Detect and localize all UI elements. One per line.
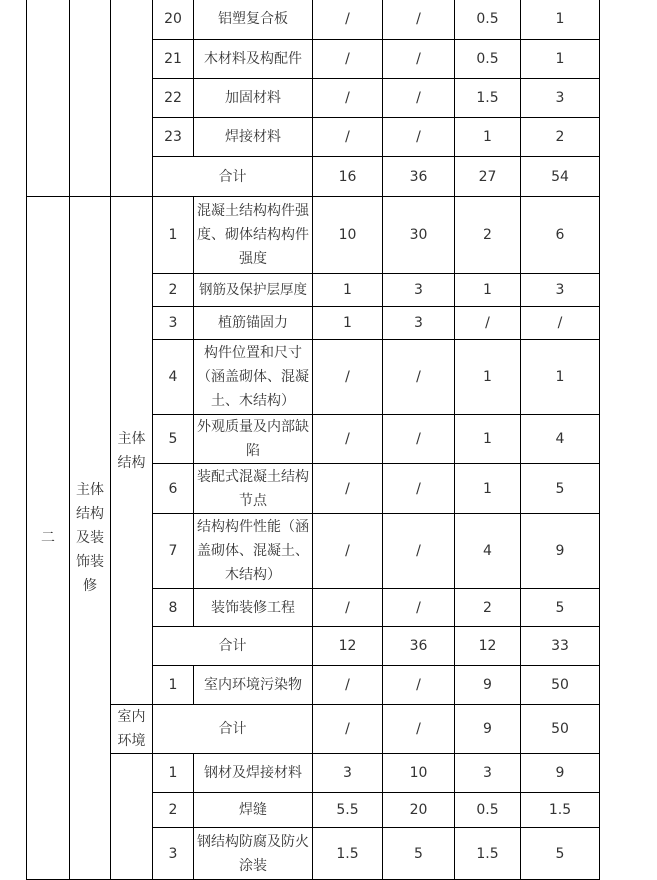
row-item: 焊接材料 xyxy=(194,118,313,157)
row-number: 20 xyxy=(153,0,194,40)
row-item: 装配式混凝土结构节点 xyxy=(194,464,313,514)
row-item: 钢材及焊接材料 xyxy=(194,754,313,793)
row-value-1: 1 xyxy=(313,274,383,307)
row-value-4: 3 xyxy=(521,274,600,307)
subtotal-value-4: 33 xyxy=(521,627,600,666)
row-value-1: / xyxy=(313,514,383,589)
subtotal-value-3: 27 xyxy=(455,157,521,197)
row-number: 22 xyxy=(153,79,194,118)
row-number: 8 xyxy=(153,589,194,627)
row-value-1: / xyxy=(313,340,383,415)
row-value-2: / xyxy=(383,118,455,157)
row-value-3: 0.5 xyxy=(455,793,521,828)
row-value-1: / xyxy=(313,464,383,514)
row-value-2: / xyxy=(383,415,455,464)
row-value-2: / xyxy=(383,666,455,705)
row-item: 混凝土结构构件强度、砌体结构构件强度 xyxy=(194,197,313,274)
row-value-2: / xyxy=(383,0,455,40)
row-value-1: 1.5 xyxy=(313,828,383,880)
inspection-table xyxy=(26,0,600,880)
row-value-1: 5.5 xyxy=(313,793,383,828)
row-value-1: / xyxy=(313,40,383,79)
row-value-1: 3 xyxy=(313,754,383,793)
row-number: 6 xyxy=(153,464,194,514)
row-item: 构件位置和尺寸（涵盖砌体、混凝土、木结构） xyxy=(194,340,313,415)
row-item: 结构构件性能（涵盖砌体、混凝土、木结构） xyxy=(194,514,313,589)
row-number: 4 xyxy=(153,340,194,415)
row-value-1: / xyxy=(313,589,383,627)
row-number: 1 xyxy=(153,754,194,793)
row-value-3: 1 xyxy=(455,340,521,415)
subtotal-value-2: / xyxy=(383,705,455,754)
row-value-4: 1 xyxy=(521,0,600,40)
subtotal-value-1: 16 xyxy=(313,157,383,197)
subtotal-value-2: 36 xyxy=(383,157,455,197)
row-value-3: 1 xyxy=(455,464,521,514)
subtotal-value-3: 12 xyxy=(455,627,521,666)
row-value-1: / xyxy=(313,415,383,464)
row-value-4: / xyxy=(521,307,600,340)
row-number: 2 xyxy=(153,274,194,307)
subtotal-label: 合计 xyxy=(153,627,313,666)
row-value-3: 3 xyxy=(455,754,521,793)
row-item: 钢结构防腐及防火涂装 xyxy=(194,828,313,880)
row-item: 装饰装修工程 xyxy=(194,589,313,627)
indoor-environment-label: 室内环境 xyxy=(111,705,153,754)
row-value-4: 1 xyxy=(521,40,600,79)
row-number: 5 xyxy=(153,415,194,464)
section-one-index-cell xyxy=(27,0,70,197)
row-value-2: 5 xyxy=(383,828,455,880)
row-value-2: / xyxy=(383,589,455,627)
row-item: 焊缝 xyxy=(194,793,313,828)
row-value-4: 5 xyxy=(521,828,600,880)
row-value-2: / xyxy=(383,340,455,415)
row-number: 3 xyxy=(153,307,194,340)
table-row xyxy=(27,0,600,40)
main-structure-label: 主体结构 xyxy=(111,197,153,705)
subtotal-label: 合计 xyxy=(153,705,313,754)
row-value-3: 1.5 xyxy=(455,79,521,118)
row-value-2: / xyxy=(383,464,455,514)
row-value-3: 0.5 xyxy=(455,40,521,79)
row-value-3: 2 xyxy=(455,589,521,627)
row-number: 21 xyxy=(153,40,194,79)
row-value-4: 6 xyxy=(521,197,600,274)
subtotal-row xyxy=(27,705,600,754)
row-value-4: 5 xyxy=(521,589,600,627)
row-value-3: 4 xyxy=(455,514,521,589)
row-value-4: 9 xyxy=(521,514,600,589)
subtotal-value-1: 12 xyxy=(313,627,383,666)
row-value-4: 3 xyxy=(521,79,600,118)
row-number: 23 xyxy=(153,118,194,157)
row-value-3: 9 xyxy=(455,666,521,705)
row-value-4: 5 xyxy=(521,464,600,514)
row-value-4: 50 xyxy=(521,666,600,705)
row-item: 木材料及构配件 xyxy=(194,40,313,79)
subtotal-value-3: 9 xyxy=(455,705,521,754)
row-number: 1 xyxy=(153,666,194,705)
row-value-1: / xyxy=(313,666,383,705)
section-one-subcategory-cell xyxy=(111,0,153,197)
row-value-3: 0.5 xyxy=(455,0,521,40)
row-value-4: 2 xyxy=(521,118,600,157)
row-value-1: 1 xyxy=(313,307,383,340)
subtotal-label: 合计 xyxy=(153,157,313,197)
row-value-1: / xyxy=(313,118,383,157)
row-value-3: 1 xyxy=(455,118,521,157)
row-item: 钢筋及保护层厚度 xyxy=(194,274,313,307)
row-value-2: 3 xyxy=(383,274,455,307)
row-value-3: 1 xyxy=(455,415,521,464)
row-value-3: 1 xyxy=(455,274,521,307)
row-value-4: 9 xyxy=(521,754,600,793)
section-one-category-cell xyxy=(70,0,111,197)
row-item: 室内环境污染物 xyxy=(194,666,313,705)
row-value-2: 20 xyxy=(383,793,455,828)
steel-structure-label-cell xyxy=(111,754,153,880)
section-two-index: 二 xyxy=(27,197,70,880)
row-value-2: 3 xyxy=(383,307,455,340)
row-item: 外观质量及内部缺陷 xyxy=(194,415,313,464)
row-item: 植筋锚固力 xyxy=(194,307,313,340)
row-number: 2 xyxy=(153,793,194,828)
row-value-3: / xyxy=(455,307,521,340)
table-row xyxy=(27,754,600,793)
row-value-2: 10 xyxy=(383,754,455,793)
subtotal-value-4: 54 xyxy=(521,157,600,197)
row-value-1: 10 xyxy=(313,197,383,274)
subtotal-value-4: 50 xyxy=(521,705,600,754)
row-value-3: 2 xyxy=(455,197,521,274)
section-two-category: 主体结构及装饰装修 xyxy=(70,197,111,880)
row-value-1: / xyxy=(313,79,383,118)
row-value-4: 4 xyxy=(521,415,600,464)
table-row xyxy=(27,197,600,274)
row-number: 7 xyxy=(153,514,194,589)
row-item: 铝塑复合板 xyxy=(194,0,313,40)
row-value-2: 30 xyxy=(383,197,455,274)
row-number: 1 xyxy=(153,197,194,274)
row-value-2: / xyxy=(383,40,455,79)
subtotal-value-2: 36 xyxy=(383,627,455,666)
subtotal-value-1: / xyxy=(313,705,383,754)
row-value-4: 1 xyxy=(521,340,600,415)
row-item: 加固材料 xyxy=(194,79,313,118)
row-value-4: 1.5 xyxy=(521,793,600,828)
row-value-1: / xyxy=(313,0,383,40)
row-value-2: / xyxy=(383,514,455,589)
row-number: 3 xyxy=(153,828,194,880)
row-value-2: / xyxy=(383,79,455,118)
row-value-3: 1.5 xyxy=(455,828,521,880)
